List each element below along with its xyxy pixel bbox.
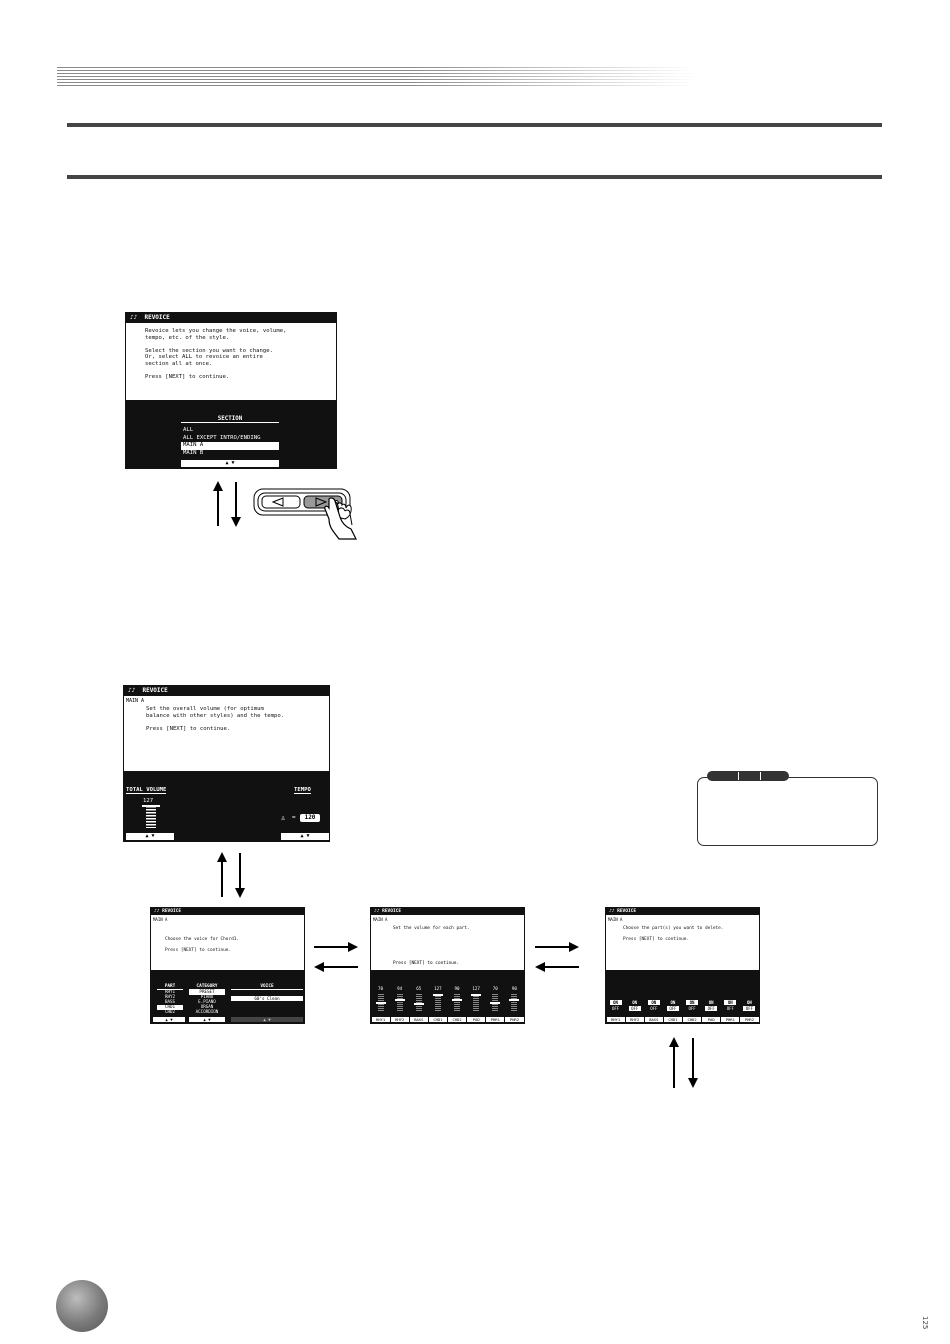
screen-body-text: Revoice lets you change the voice, volume, tempo, etc. of the style. Select the section you want to change. Or, select ALL to revoice an entire section all at once. Press [NEXT] to continue. [145, 328, 287, 381]
screen-header [151, 908, 304, 915]
part-volume-meter[interactable] [454, 994, 460, 1012]
category-list-item[interactable]: ORGAN [200, 1003, 214, 1009]
revoice-icon: ♪♪ [128, 687, 136, 694]
tempo-scroll-button[interactable]: ▲ ▼ [281, 833, 329, 840]
part-on-toggle[interactable]: ON [743, 1000, 755, 1005]
volume-meter-knob [142, 805, 160, 807]
part-volume-knob [376, 1002, 386, 1004]
screen-header [124, 686, 329, 696]
tempo-label: TEMPO [294, 787, 311, 793]
section-list-item[interactable]: MAIN A [181, 442, 279, 450]
top-rule [67, 123, 882, 127]
revoice-screen-volume-tempo [123, 685, 330, 842]
part-scroll-button[interactable]: ▲ ▼ [153, 1017, 185, 1022]
part-volume-meter[interactable] [473, 994, 479, 1012]
part-button[interactable]: PHR2 [505, 1017, 523, 1022]
screen-title: REVOICE [144, 314, 170, 321]
part-off-toggle[interactable]: OFF [629, 1006, 641, 1011]
screen-title: REVOICE [162, 909, 182, 914]
part-button[interactable]: RHY2 [626, 1017, 644, 1022]
part-volume-value: 127 [434, 986, 442, 991]
part-off-toggle[interactable]: OFF [743, 1006, 755, 1011]
left-right-arrows-2 [534, 939, 580, 973]
part-button[interactable]: CHD2 [683, 1017, 701, 1022]
part-button[interactable]: PHR1 [721, 1017, 739, 1022]
tempo-value-field[interactable]: 120 [300, 814, 320, 822]
part-volume-value: 65 [416, 986, 422, 991]
part-on-toggle[interactable]: ON [705, 1000, 717, 1005]
section-list [181, 427, 279, 457]
part-list-item[interactable]: RHY1 [164, 989, 176, 994]
voice-value-field[interactable]: 60's Clean [231, 996, 303, 1001]
revoice-screen-part-volume [370, 907, 525, 1024]
page-tab-circle [56, 1280, 108, 1332]
volume-meter [146, 806, 156, 828]
section-list-item[interactable]: ALL EXCEPT INTRO/ENDING [183, 434, 261, 441]
up-down-arrows-3 [666, 1036, 702, 1090]
part-label: PART [157, 984, 183, 990]
part-volume-value: 94 [397, 986, 403, 991]
part-button[interactable]: RHY1 [372, 1017, 390, 1022]
part-volume-value: 70 [378, 986, 384, 991]
category-label: CATEGORY [189, 984, 225, 990]
part-on-toggle[interactable]: ON [648, 1000, 660, 1005]
part-on-toggle[interactable]: ON [629, 1000, 641, 1005]
screen-header [126, 313, 336, 323]
part-on-toggle[interactable]: ON [667, 1000, 679, 1005]
screen-body-text: Set the volume for each part. [393, 926, 470, 931]
revoice-icon: ♪♪ [609, 909, 615, 914]
screen-subtitle: MAIN A [608, 917, 623, 922]
note-tab-divider-1 [738, 772, 739, 780]
bottom-rule [67, 175, 882, 179]
left-right-arrows-1 [313, 939, 359, 973]
part-off-toggle[interactable]: OFF [686, 1006, 698, 1011]
part-button[interactable]: RHY2 [391, 1017, 409, 1022]
part-volume-panel [371, 970, 524, 1023]
part-off-toggle[interactable]: OFF [648, 1006, 660, 1011]
screen-header [371, 908, 524, 915]
part-button[interactable]: RHY1 [607, 1017, 625, 1022]
revoice-icon: ♪♪ [374, 909, 380, 914]
up-down-arrows-1 [210, 480, 244, 528]
metronome-icon: ♙ [281, 814, 286, 822]
revoice-icon: ♪♪ [130, 314, 138, 321]
part-button[interactable]: CHD1 [664, 1017, 682, 1022]
part-button[interactable]: BASS [410, 1017, 428, 1022]
part-button[interactable]: PHR1 [486, 1017, 504, 1022]
section-scroll-button[interactable]: ▲ ▼ [181, 460, 279, 467]
part-button[interactable]: PAD [702, 1017, 720, 1022]
volume-scroll-button[interactable]: ▲ ▼ [126, 833, 174, 840]
part-volume-knob [433, 994, 443, 996]
header-gradient-band [57, 67, 697, 87]
part-volume-knob [471, 994, 481, 996]
screen-subtitle: MAIN A [126, 698, 145, 704]
part-volume-knob [509, 999, 519, 1001]
section-list-item[interactable]: MAIN B [183, 449, 204, 456]
part-on-toggle[interactable]: ON [610, 1000, 622, 1005]
tempo-equals: = [292, 814, 296, 821]
part-list-item[interactable]: RHY2 [164, 993, 176, 999]
note-box [697, 777, 878, 846]
screen-title: REVOICE [617, 909, 637, 914]
part-list [157, 990, 183, 1015]
revoice-screen-voice [150, 907, 305, 1024]
part-delete-panel [606, 970, 759, 1023]
revoice-icon: ♪♪ [154, 909, 160, 914]
page-number: 125 [921, 1316, 929, 1330]
total-volume-value: 127 [143, 798, 154, 804]
back-next-buttons-illustration [253, 487, 367, 541]
up-down-arrows-2 [214, 851, 248, 899]
part-off-toggle[interactable]: OFF [610, 1006, 622, 1011]
part-volume-value: 90 [454, 986, 460, 991]
section-panel [126, 400, 336, 468]
part-volume-value: 70 [492, 986, 498, 991]
part-volume-knob [395, 999, 405, 1001]
section-header: SECTION [181, 416, 279, 423]
part-volume-meter[interactable] [397, 994, 403, 1012]
part-volume-value: 127 [472, 986, 480, 991]
part-volume-meter[interactable] [511, 994, 517, 1012]
part-off-toggle[interactable]: OFF [724, 1006, 736, 1011]
screen-title: REVOICE [382, 909, 402, 914]
part-button[interactable]: CHD1 [429, 1017, 447, 1022]
screen-body-text: Set the overall volume (for optimum balance with other styles) and the tempo. Press [NEXT] to continue. [146, 706, 285, 732]
screen-body-text: Choose the voice for Chord1. Press [NEXT] to continue. [165, 937, 240, 953]
part-volume-value: 90 [511, 986, 517, 991]
screen-header [606, 908, 759, 915]
part-volume-knob [490, 1002, 500, 1004]
voice-panel [151, 970, 304, 1023]
screen-subtitle: MAIN A [153, 917, 168, 922]
category-list-item[interactable]: E.PIANO [198, 998, 216, 1004]
part-off-toggle[interactable]: OFF [705, 1006, 717, 1011]
part-button[interactable]: BASS [645, 1017, 663, 1022]
note-tab-divider-2 [760, 772, 761, 780]
part-volume-knob [414, 1003, 424, 1005]
part-off-toggle[interactable]: OFF [667, 1006, 679, 1011]
part-volume-meter[interactable] [435, 994, 441, 1012]
part-button[interactable]: CHD2 [448, 1017, 466, 1022]
screen-subtitle: MAIN A [373, 917, 388, 922]
category-list [189, 990, 225, 1015]
voice-label: VOICE [231, 984, 303, 990]
part-on-toggle[interactable]: ON [686, 1000, 698, 1005]
category-list-item[interactable]: PIANO [200, 993, 214, 999]
screen-body-text: Choose the part(s) you want to delete. Press [NEXT] to continue. [623, 926, 724, 942]
part-list-item[interactable]: BASS [164, 998, 176, 1004]
screen-title: REVOICE [142, 687, 168, 694]
part-button[interactable]: PAD [467, 1017, 485, 1022]
total-volume-label: TOTAL VOLUME [126, 787, 167, 793]
note-tab [707, 771, 789, 781]
category-list-item[interactable]: PRESET [189, 990, 225, 995]
part-list-item[interactable]: CHD2 [164, 1008, 176, 1014]
volume-tempo-panel [124, 771, 329, 841]
revoice-screen-section [125, 312, 337, 469]
part-on-toggle[interactable]: ON [724, 1000, 736, 1005]
voice-scroll-button[interactable]: ▲ ▼ [231, 1017, 303, 1022]
revoice-screen-part-delete [605, 907, 760, 1024]
screen-footer-text: Press [NEXT] to continue. [393, 961, 460, 966]
part-button[interactable]: PHR2 [740, 1017, 758, 1022]
category-list-item[interactable]: ACCORDION [195, 1008, 219, 1014]
category-scroll-button[interactable]: ▲ ▼ [189, 1017, 225, 1022]
part-volume-knob [452, 999, 462, 1001]
section-list-item[interactable]: ALL [183, 427, 194, 433]
part-list-item[interactable]: CHD1 [157, 1005, 183, 1010]
